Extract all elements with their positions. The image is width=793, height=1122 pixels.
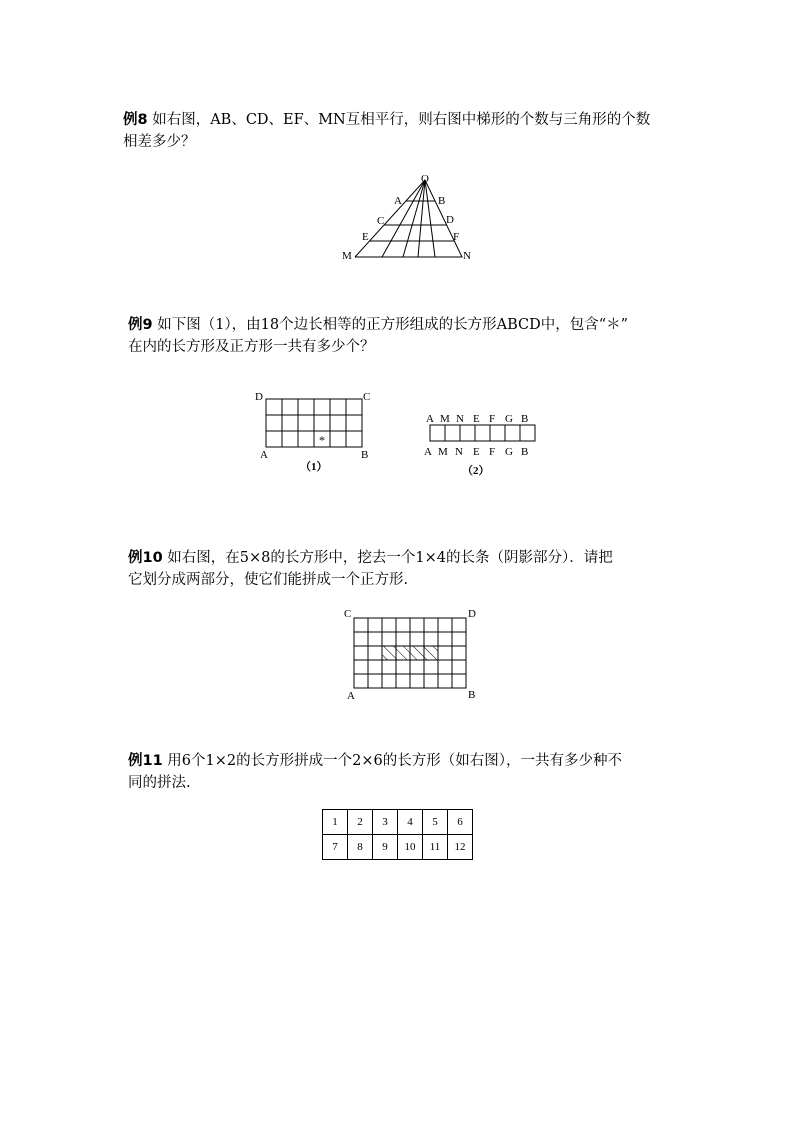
label-D: D [468, 608, 476, 620]
label-A: A [394, 195, 402, 207]
label-A: A [347, 690, 355, 702]
table-cell: 3 [373, 810, 398, 835]
strip-top-label: M [440, 413, 450, 425]
figure-caption-1: （1） [300, 461, 328, 473]
problem-9 [128, 314, 628, 358]
problem-label: 例8 [123, 112, 148, 128]
table-cell: 11 [423, 835, 448, 860]
problem-9-line1: 例9 如下图（1），由18个边长相等的正方形组成的长方形ABCD中，包含“＊” [128, 317, 629, 333]
label-C: C [377, 215, 385, 227]
table-cell: 1 [323, 810, 348, 835]
label-O: O [421, 173, 429, 185]
problem-11-line1: 例11 用6个1×2的长方形拼成一个2×6的长方形（如右图），一共有多少种不 [128, 753, 622, 769]
strip-bottom-label: E [473, 446, 480, 458]
problem-8-line2: 相差多少？ [123, 134, 196, 150]
star-mark: * [319, 433, 325, 447]
figure-caption-2: （2） [462, 465, 490, 477]
problem-10-line2: 它划分成两部分，使它们能拼成一个正方形. [128, 572, 409, 588]
strip-bottom-label: N [455, 446, 463, 458]
label-B: B [438, 195, 446, 207]
table-cell: 6 [448, 810, 473, 835]
label-B: B [468, 689, 476, 701]
problem-label: 例11 [128, 753, 163, 769]
label-C: C [344, 608, 352, 620]
triangle-figure [340, 170, 480, 260]
problem-label: 例9 [128, 317, 153, 333]
strip-top-label: G [505, 413, 513, 425]
label-E: E [362, 231, 369, 243]
table-cell: 9 [373, 835, 398, 860]
table-cell: 8 [348, 835, 373, 860]
problem-label: 例10 [128, 550, 163, 566]
strip-bottom-label: G [505, 446, 513, 458]
table-cell: 7 [323, 835, 348, 860]
problem-9-line2: 在内的长方形及正方形一共有多少个？ [128, 339, 375, 355]
number-table [322, 809, 473, 860]
table-cell: 2 [348, 810, 373, 835]
strip-bottom-label: M [438, 446, 448, 458]
table-cell: 4 [398, 810, 423, 835]
label-D: D [446, 214, 454, 226]
table-row [323, 810, 473, 835]
label-D: D [255, 391, 263, 403]
grid-figure-1 [250, 388, 380, 478]
label-B: B [361, 449, 369, 461]
strip-bottom-label: F [489, 446, 496, 458]
label-M: M [342, 250, 352, 262]
label-N: N [463, 250, 471, 262]
strip-top-label: F [489, 413, 496, 425]
label-A: A [260, 449, 268, 461]
table-cell: 10 [398, 835, 423, 860]
strip-bottom-label: A [424, 446, 432, 458]
strip-top-label: N [456, 413, 464, 425]
strip-top-label: E [473, 413, 480, 425]
table-row [323, 835, 473, 860]
label-C: C [363, 391, 371, 403]
problem-11 [128, 750, 622, 794]
table-cell: 5 [423, 810, 448, 835]
problem-8 [123, 109, 650, 153]
problem-8-line1: 例8 如右图，AB、CD、EF、MN互相平行，则右图中梯形的个数与三角形的个数 [123, 112, 651, 128]
grid-figure-10 [340, 603, 490, 713]
table-cell: 12 [448, 835, 473, 860]
problem-11-line2: 同的拼法. [128, 775, 191, 791]
strip-top-label: B [521, 413, 529, 425]
strip-figure-2 [420, 405, 550, 485]
problem-10-line1: 例10 如右图，在5×8的长方形中，挖去一个1×4的长条（阴影部分）．请把 [128, 550, 613, 566]
label-F: F [453, 231, 460, 243]
problem-10 [128, 547, 613, 591]
strip-top-label: A [426, 413, 434, 425]
strip-bottom-label: B [521, 446, 529, 458]
